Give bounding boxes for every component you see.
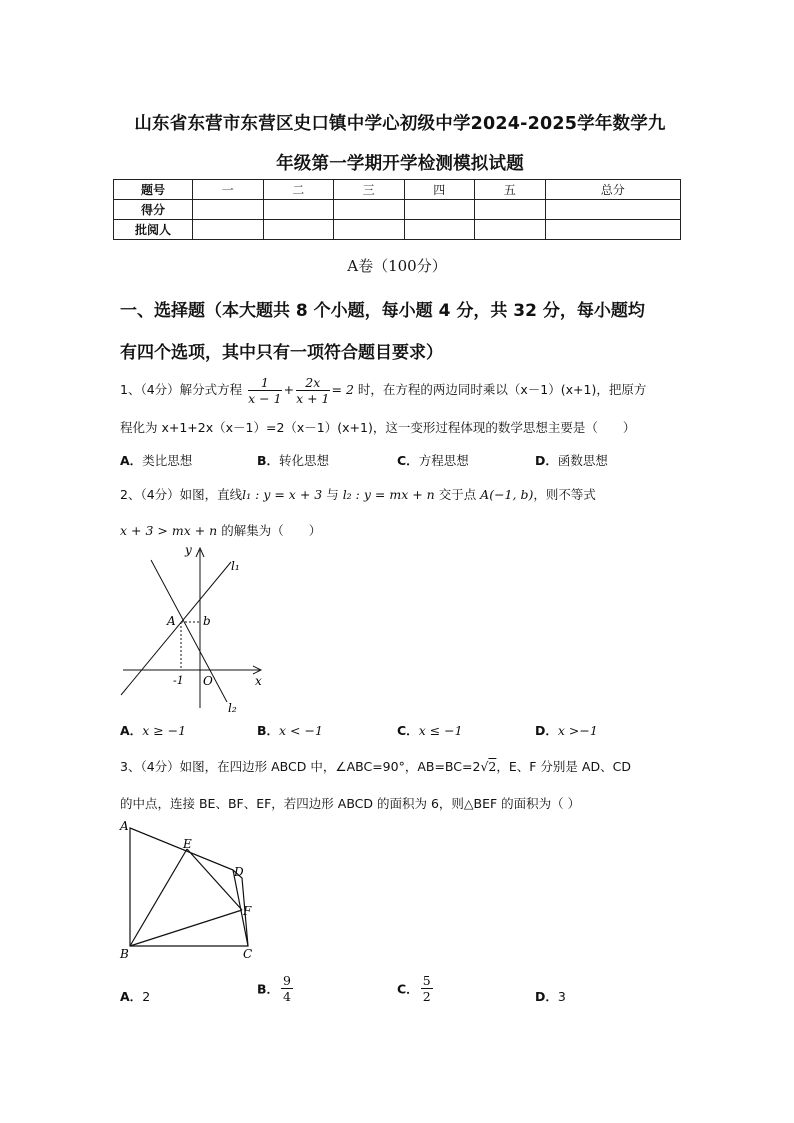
q2-mid2: 交于点 (434, 487, 481, 502)
q2-inequality: x + 3 > mx + n (120, 523, 218, 538)
label-b: b (203, 614, 211, 628)
sqrt-value: 2 (488, 759, 497, 774)
q1-equals: = 2 (331, 382, 354, 397)
score-cell (545, 220, 681, 240)
section-heading-line2: 有四个选项，其中只有一项符合题目要求） (120, 343, 443, 363)
table-header-cell: 五 (475, 180, 546, 200)
exam-title-line2: 年级第一学期开学检测模拟试题 (276, 154, 524, 174)
label-c: C (243, 947, 253, 961)
option-label: D． (535, 723, 558, 738)
option-text: 2 (142, 989, 151, 1004)
q2-mid: 与 (322, 487, 343, 502)
score-cell (193, 200, 264, 220)
q1-frac1-den: x − 1 (248, 391, 282, 406)
q1-frac2-den: x + 1 (296, 391, 330, 406)
option-label: B． (257, 453, 280, 468)
option-label: D． (535, 989, 558, 1004)
question-2-line2 (120, 521, 321, 539)
q3-quadrilateral-figure (115, 818, 265, 963)
score-table-row (114, 220, 681, 240)
q1-fraction-2 (296, 375, 329, 406)
option-label: A． (120, 989, 143, 1004)
table-header-cell: 二 (263, 180, 334, 200)
q2-option-d[interactable] (535, 721, 598, 739)
score-cell (263, 220, 334, 240)
label-origin: O (203, 674, 213, 688)
q1-fraction-1 (248, 375, 281, 406)
exam-title-line1: 山东省东营市东营区史口镇中学心初级中学2024-2025学年数学九 (134, 114, 666, 134)
label-f: F (243, 904, 252, 918)
q1-prefix: 1、（4分）解分式方程 (120, 382, 243, 397)
q1-option-c[interactable] (397, 451, 469, 469)
score-table-header-row (114, 180, 681, 200)
option-text: 方程思想 (418, 453, 469, 468)
label-l1: l₁ (231, 559, 240, 573)
q3-option-b[interactable] (257, 973, 295, 1004)
score-cell (334, 220, 405, 240)
question-3-line2: 的中点，连接 BE、BF、EF，若四边形 ABCD 的面积为 6，则△BEF 的面积为（ ） (120, 796, 581, 811)
q1-suffix: 时，在方程的两边同时乘以（x－1）(x+1)，把原方 (357, 382, 647, 397)
option-fraction (281, 973, 293, 1004)
q2-line2-expr: l₂ : y = mx + n (342, 487, 435, 502)
fraction-denominator: 2 (422, 989, 431, 1004)
volume-label: A卷（100分） (347, 257, 447, 275)
table-row-label: 得分 (114, 200, 193, 220)
q3-option-a[interactable] (120, 987, 150, 1005)
q3-option-c[interactable] (397, 973, 435, 1004)
option-label: C． (397, 453, 419, 468)
q2-option-b[interactable] (257, 721, 323, 739)
table-header-cell: 三 (334, 180, 405, 200)
question-1-line1 (120, 371, 646, 409)
q2-option-a[interactable] (120, 721, 186, 739)
q1-option-d[interactable] (535, 451, 608, 469)
option-text: x < −1 (279, 723, 323, 738)
option-label: B． (257, 723, 280, 738)
table-header-cell: 一 (193, 180, 264, 200)
option-label: C． (397, 981, 419, 997)
question-1-line2: 程化为 x+1+2x（x－1）=2（x－1）(x+1)，这一变形过程体现的数学思想主要是（ ） (120, 420, 636, 435)
score-cell (545, 200, 681, 220)
score-cell (404, 220, 475, 240)
table-header-cell: 题号 (114, 180, 193, 200)
q2-prefix: 2、（4分）如图，直线 (120, 487, 243, 502)
label-x: x (255, 674, 262, 688)
q1-option-b[interactable] (257, 451, 329, 469)
score-cell (193, 220, 264, 240)
q1-frac1-num: 1 (248, 375, 281, 391)
table-header-cell: 四 (404, 180, 475, 200)
sqrt-sign: √ (480, 759, 489, 774)
q3-option-d[interactable] (535, 987, 566, 1005)
score-table (113, 179, 681, 240)
segment-be (130, 849, 187, 946)
label-b: B (120, 947, 129, 961)
option-text: 函数思想 (557, 453, 608, 468)
score-cell (475, 200, 546, 220)
option-text: x ≥ −1 (142, 723, 187, 738)
q1-frac2-num: 2x (296, 375, 329, 391)
q2-point: A(−1, b) (480, 487, 534, 502)
option-text: x ≤ −1 (418, 723, 463, 738)
label-neg1: -1 (173, 674, 184, 687)
q3-text-a: 3、（4分）如图，在四边形 ABCD 中，∠ABC=90°，AB=BC=2 (120, 759, 481, 774)
score-cell (263, 200, 334, 220)
question-3-line1 (120, 757, 631, 775)
label-point-a: A (167, 614, 176, 628)
q2-option-c[interactable] (397, 721, 463, 739)
score-cell (404, 200, 475, 220)
score-cell (475, 220, 546, 240)
score-table-row (114, 200, 681, 220)
table-header-cell: 总分 (545, 180, 681, 200)
option-label: A． (120, 453, 143, 468)
option-fraction (421, 973, 433, 1004)
label-l2: l₂ (228, 701, 237, 715)
q3-text-b: ，E、F 分别是 AD、CD (496, 759, 631, 774)
option-label: C． (397, 723, 419, 738)
option-text: 转化思想 (279, 453, 330, 468)
option-label: A． (120, 723, 143, 738)
label-e: E (183, 837, 192, 851)
section-heading-line1: 一、选择题（本大题共 8 个小题，每小题 4 分，共 32 分，每小题均 (120, 301, 645, 321)
option-text: 3 (557, 989, 566, 1004)
label-a: A (120, 819, 129, 833)
q2-line2-suffix: 的解集为（ ） (217, 523, 322, 538)
q2-line-graph-figure (115, 540, 275, 720)
segment-bf (130, 910, 242, 946)
q2-line1-expr: l₁ : y = x + 3 (242, 487, 323, 502)
question-2-line1 (120, 485, 596, 503)
q2-suffix: ，则不等式 (533, 487, 596, 502)
option-text: x >−1 (557, 723, 598, 738)
segment-ad (130, 828, 233, 870)
label-y: y (185, 543, 192, 557)
q1-option-a[interactable] (120, 451, 192, 469)
option-label: D． (535, 453, 558, 468)
score-cell (334, 200, 405, 220)
option-label: B． (257, 981, 280, 997)
option-text: 类比思想 (142, 453, 193, 468)
segment-ef (187, 849, 242, 910)
fraction-numerator: 5 (422, 973, 431, 988)
table-row-label: 批阅人 (114, 220, 193, 240)
fraction-denominator: 4 (283, 989, 291, 1004)
fraction-numerator: 9 (283, 973, 291, 988)
q1-plus: + (283, 382, 295, 397)
label-d: D (234, 865, 244, 879)
